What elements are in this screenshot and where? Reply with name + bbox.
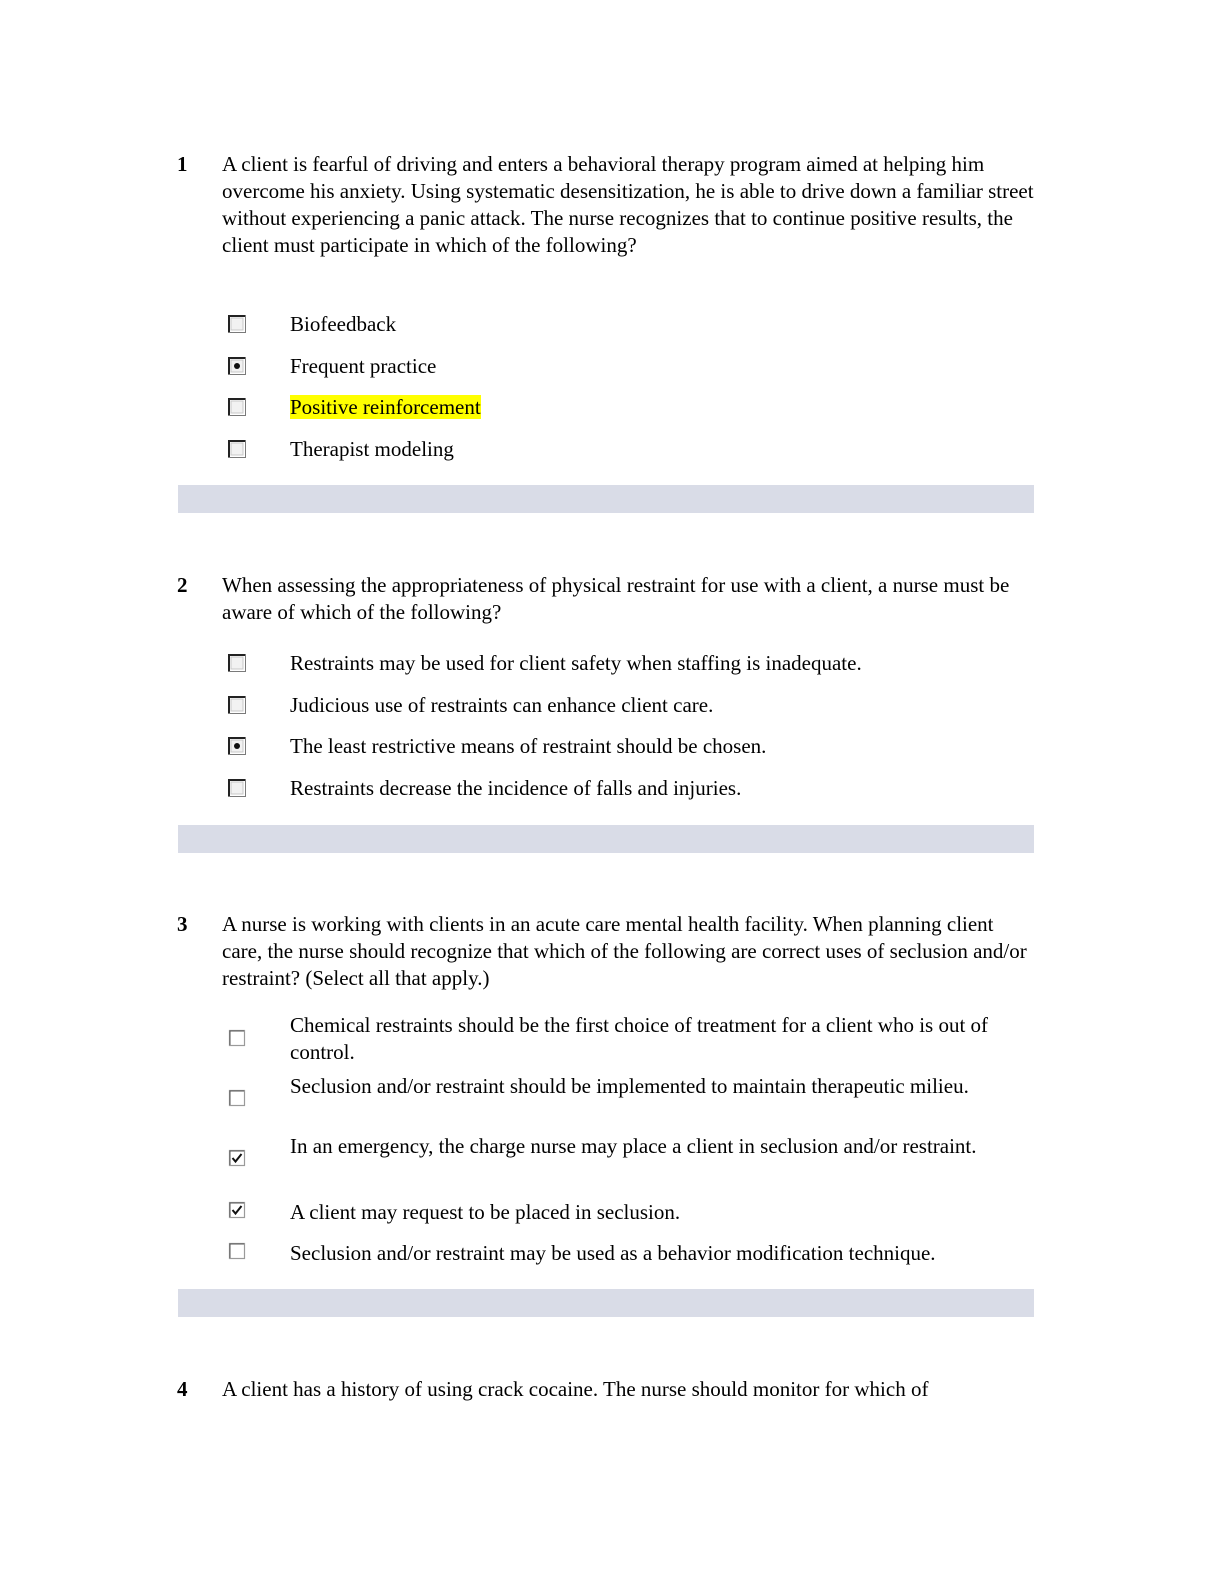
question-number: 4 xyxy=(177,1377,188,1401)
checkbox-unchecked-icon[interactable] xyxy=(228,1029,246,1047)
radio-unselected-icon[interactable] xyxy=(228,440,246,458)
option-label: The least restrictive means of restraint should be chosen. xyxy=(290,734,767,758)
checkbox-unchecked-icon[interactable] xyxy=(228,1089,246,1107)
radio-selected-icon[interactable] xyxy=(228,737,246,755)
option-label: Restraints decrease the incidence of falls and injuries. xyxy=(290,776,742,800)
option-label: Restraints may be used for client safety when staffing is inadequate. xyxy=(290,651,862,675)
checkbox-unchecked-icon[interactable] xyxy=(228,1242,246,1260)
radio-unselected-icon[interactable] xyxy=(228,398,246,416)
question-text: A client has a history of using crack cocaine. The nurse should monitor for which of xyxy=(222,1377,929,1401)
option-label: Judicious use of restraints can enhance client care. xyxy=(290,693,714,717)
checkbox-checked-icon[interactable] xyxy=(228,1201,246,1219)
option-label-wrap xyxy=(290,394,1035,421)
question-divider xyxy=(178,1289,1034,1317)
radio-unselected-icon[interactable] xyxy=(228,696,246,714)
question-number: 2 xyxy=(177,573,188,597)
question-text: A nurse is working with clients in an acute care mental health facility. When planning client care, the nurse should recognize that which of the following are correct uses of seclusion and/or restraint? (Select all that apply.) xyxy=(222,912,1027,990)
question-number: 3 xyxy=(177,912,188,936)
checkbox-checked-icon[interactable] xyxy=(228,1149,246,1167)
radio-unselected-icon[interactable] xyxy=(228,779,246,797)
option-label: Biofeedback xyxy=(290,312,397,336)
option-label: Chemical restraints should be the first choice of treatment for a client who is out of control. xyxy=(290,1013,989,1064)
option-label: Frequent practice xyxy=(290,354,437,378)
option-label: Seclusion and/or restraint should be implemented to maintain therapeutic milieu. xyxy=(290,1074,969,1098)
option-label: In an emergency, the charge nurse may place a client in seclusion and/or restraint. xyxy=(290,1134,977,1158)
question-divider xyxy=(178,485,1034,513)
question-text: When assessing the appropriateness of physical restraint for use with a client, a nurse must be aware of which of the following? xyxy=(222,573,1010,624)
question-divider xyxy=(178,825,1034,853)
radio-unselected-icon[interactable] xyxy=(228,654,246,672)
question-text: A client is fearful of driving and enters a behavioral therapy program aimed at helping him overcome his anxiety. Using systematic desensitization, he is able to drive down a familiar street without experiencing a panic attack. The nurse recognizes that to continue positive results, the client must participate in which of the following? xyxy=(222,152,1034,257)
option-label: Therapist modeling xyxy=(290,437,454,461)
option-label: A client may request to be placed in seclusion. xyxy=(290,1200,681,1224)
radio-unselected-icon[interactable] xyxy=(228,315,246,333)
radio-selected-icon[interactable] xyxy=(228,357,246,375)
option-label: Seclusion and/or restraint may be used as a behavior modification technique. xyxy=(290,1241,936,1265)
question-number: 1 xyxy=(177,152,188,176)
highlighted-option-label: Positive reinforcement xyxy=(290,395,481,419)
